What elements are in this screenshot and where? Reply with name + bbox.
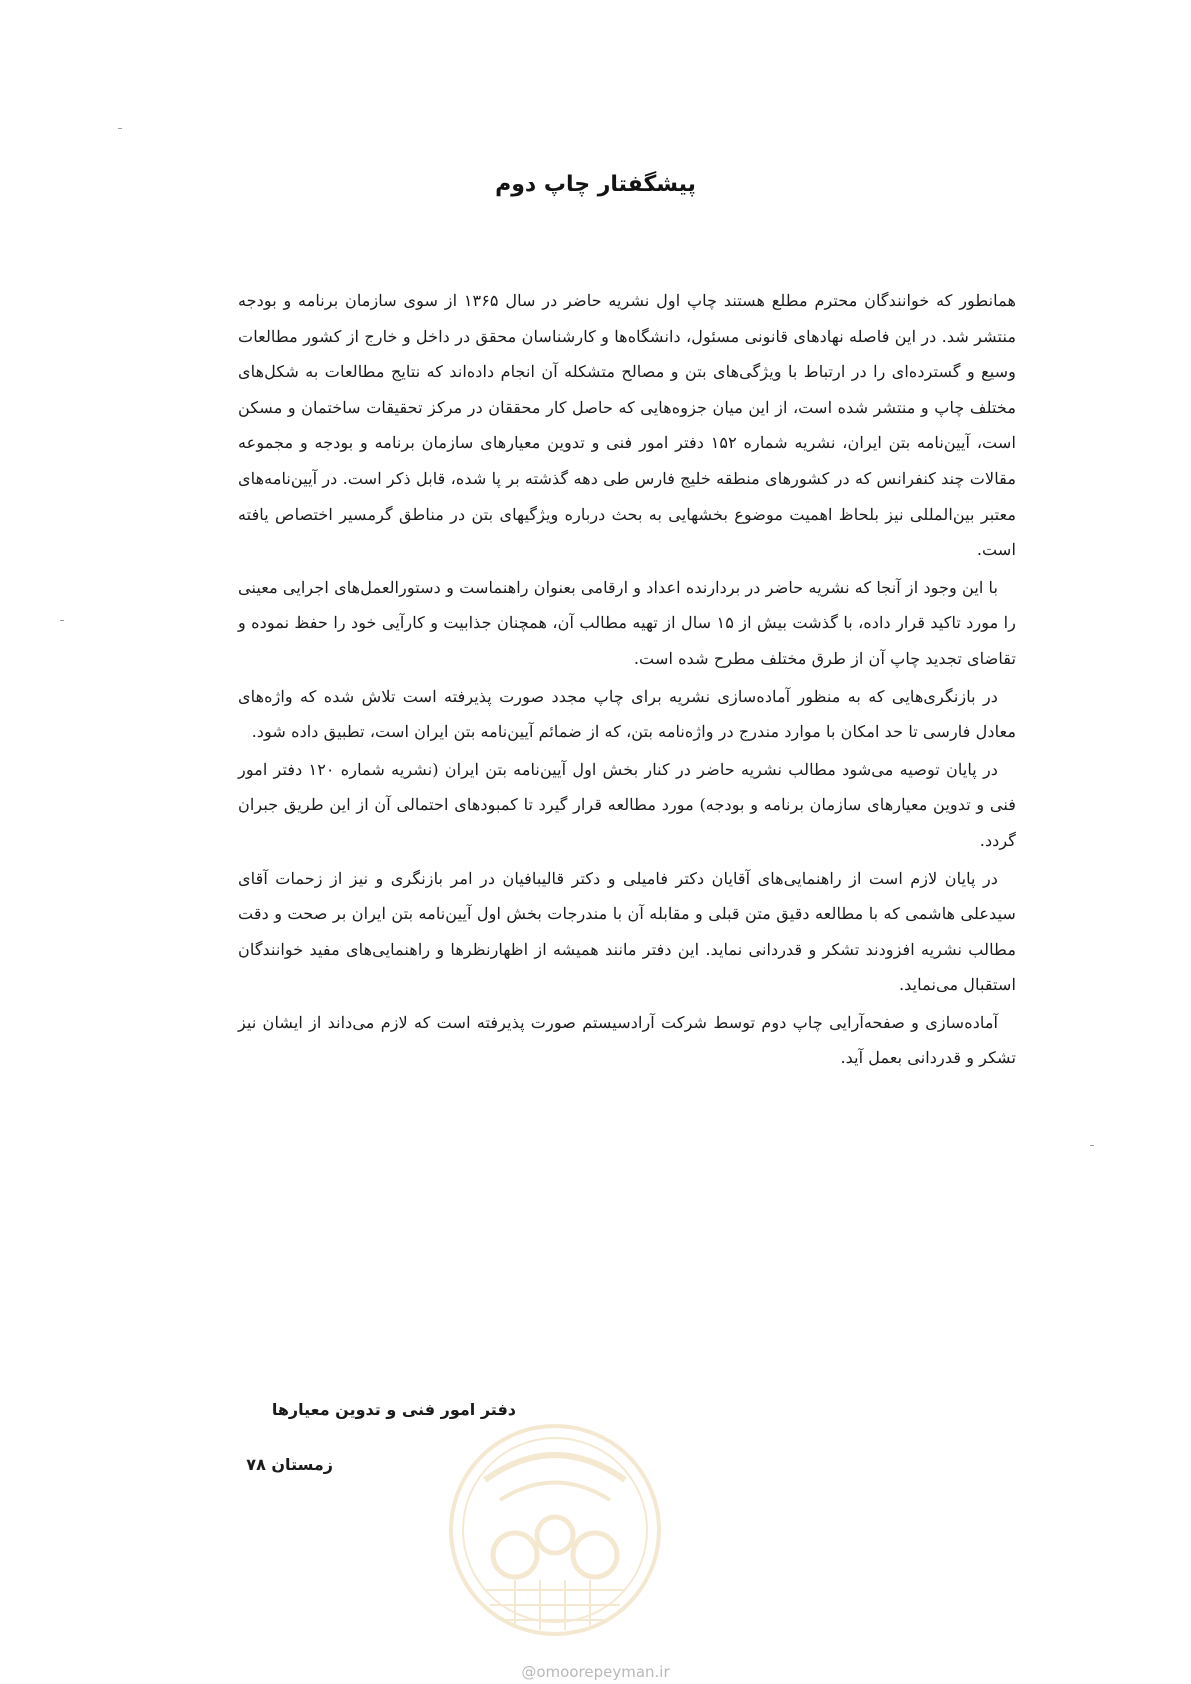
page-title: پیشگفتار چاپ دوم: [495, 172, 696, 197]
paragraph-3: در بازنگری‌هایی که به منظور آماده‌سازی نشریه برای چاپ مجدد صورت پذیرفته است تلاش شده که واژه‌های معادل فارسی تا حد امکان با موارد مندرج در واژه‌نامه بتن، که از ضمائم آیین‌نامه بتن ایران است، تطبیق داده شود.: [238, 686, 1016, 742]
watermark-stamp-logo: [445, 1420, 665, 1640]
paragraph-4: در پایان توصیه می‌شود مطالب نشریه حاضر در کنار بخش اول آیین‌نامه بتن ایران (نشریه شماره ۱۲۰ دفتر امور فنی و تدوین معیارهای سازمان برنامه و بودجه) مورد مطالعه قرار گیرد تا کمبودهای احتمالی آن از این طریق جبران گردد.: [238, 759, 1016, 850]
watermark-url: @omoorepeyman.ir: [521, 1663, 670, 1681]
signature-date: زمستان ۷۸: [246, 1455, 333, 1474]
scan-speck: [118, 128, 122, 129]
paragraph-2: با این وجود از آنجا که نشریه حاضر در بردارنده اعداد و ارقامی بعنوان راهنماست و دستورالعمل‌های اجرایی معینی را مورد تاکید قرار داده، با گذشت بیش از ۱۵ سال از تهیه مطالب آن، همچنان جذابیت و کارآیی خود را حفظ نموده و تقاضای تجدید چاپ آن از طرق مختلف مطرح شده است.: [238, 577, 1016, 668]
body-text: [238, 283, 1016, 1078]
paragraph-5: در پایان لازم است از راهنمایی‌های آقایان دکتر فامیلی و دکتر قالیبافیان در امر بازنگری و نیز از زحمات آقای سیدعلی هاشمی که با مطالعه دقیق متن قبلی و مقابله آن با مندرجات بخش اول آیین‌نامه بتن ایران بر صحت و دقت مطالب نشریه افزودند تشکر و قدردانی نماید. این دفتر مانند همیشه از اظهارنظرها و راهنمایی‌های مفید خوانندگان استقبال می‌نماید.: [238, 868, 1016, 995]
paragraph-6: آماده‌سازی و صفحه‌آرایی چاپ دوم توسط شرکت آرادسیستم صورت پذیرفته است که لازم می‌داند از ایشان نیز تشکر و قدردانی بعمل آید.: [238, 1012, 1016, 1068]
scan-speck: [1090, 1145, 1094, 1146]
signature-office: دفتر امور فنی و تدوین معیارها: [271, 1400, 516, 1419]
paragraph-1: همانطور که خوانندگان محترم مطلع هستند چاپ اول نشریه حاضر در سال ۱۳۶۵ از سوی سازمان برنامه و بودجه منتشر شد. در این فاصله نهادهای قانونی مسئول، دانشگاه‌ها و کارشناسان محقق در داخل و خارج از کشور مطالعات وسیع و گسترده‌ای را در ارتباط با ویژگی‌های بتن و مصالح متشکله آن انجام داده‌اند که نتایج مطالعات به شکل‌های مختلف چاپ و منتشر شده است، از این میان جزوه‌هایی که حاصل کار محققان در مرکز تحقیقات ساختمان و مسکن است، آیین‌نامه بتن ایران، نشریه شماره ۱۵۲ دفتر امور فنی و تدوین معیارهای سازمان برنامه و بودجه و مجموعه مقالات چند کنفرانس که در کشورهای منطقه خلیج فارس طی دهه گذشته بر پا شده، قابل ذکر است. در آیین‌نامه‌های معتبر بین‌المللی نیز بلحاظ اهمیت موضوع بخشهایی به بحث درباره ویژگیهای بتن در مناطق گرمسیر اختصاص یافته است.: [238, 291, 1017, 560]
scan-speck: [60, 620, 64, 621]
